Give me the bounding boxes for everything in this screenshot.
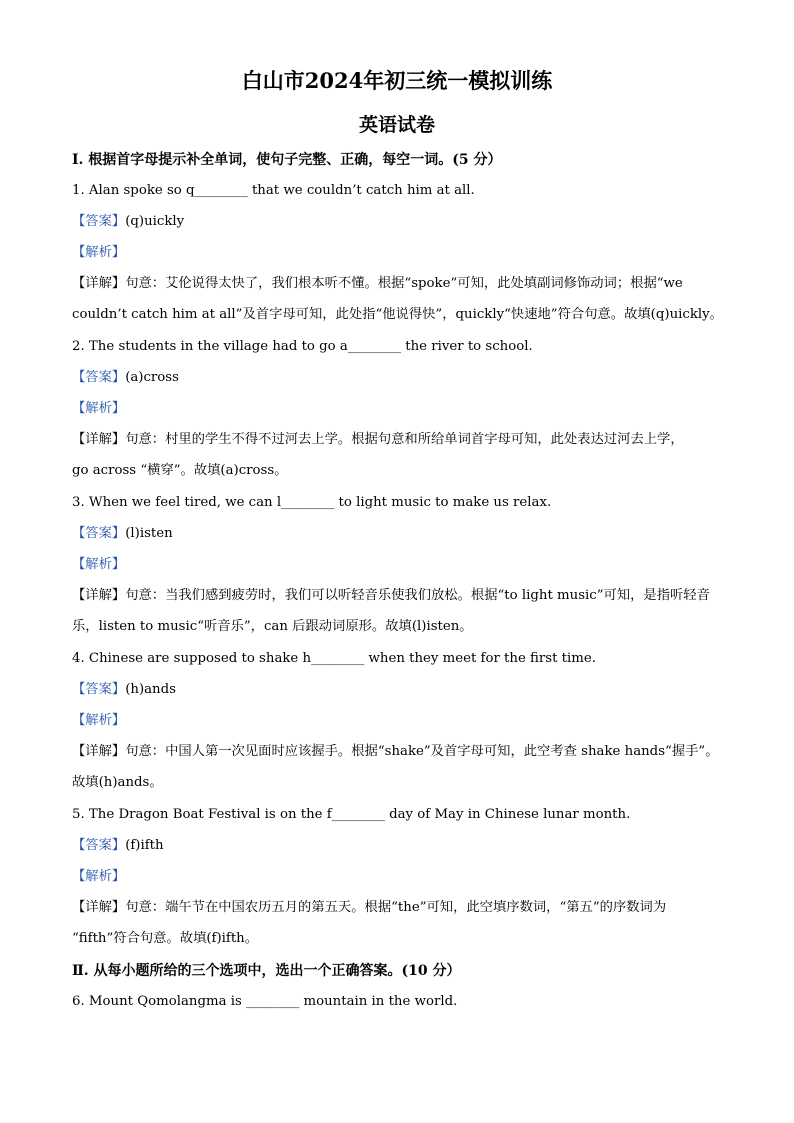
answer-5 [72,836,732,856]
detail-5-line-1 [72,898,732,918]
analysis-4: 【解析】 [72,713,126,728]
detail-4-line-1 [72,742,732,762]
answer-3 [72,524,732,544]
detail-text: 句意：端午节在中国农历五月的第五天。根据“the”可知，此空填序数词，“第五”的序数词为 [125,900,667,915]
question-6: 6. Mount Qomolangma is ________ mountain in the world. [72,994,458,1009]
detail-1-line-2: couldn’t catch him at all”及首字母可知，此处指“他说得快”，quickly“快速地”符合句意。故填(q)uickly。 [72,307,723,322]
detail-4-line-2: 故填(h)ands。 [72,775,163,790]
answer-2 [72,368,732,388]
detail-2-line-2: go across “横穿”。故填(a)cross。 [72,463,288,478]
detail-tag: 【详解】 [72,432,126,447]
detail-text: 句意：村里的学生不得不过河去上学。根据句意和所给单词首字母可知，此处表达过河去上学， [125,432,684,447]
analysis-3: 【解析】 [72,557,126,572]
question-2: 2. The students in the village had to go a________ the river to school. [72,339,533,354]
question-3: 3. When we feel tired, we can l________ to light music to make us relax. [72,495,552,510]
exam-subtitle: 英语试卷 [358,114,435,136]
answer-text: (q)uickly [125,214,185,229]
answer-text: (f)ifth [125,838,164,853]
detail-3-line-2: 乐，listen to music“听音乐”，can 后跟动词原形。故填(l)isten。 [72,619,473,634]
detail-tag: 【详解】 [72,744,126,759]
answer-tag: 【答案】 [72,214,126,229]
question-4: 4. Chinese are supposed to shake h________ when they meet for the first time. [72,651,596,666]
detail-tag: 【详解】 [72,276,126,291]
section-2-heading: Ⅱ. 从每小题所给的三个选项中，选出一个正确答案。(10 分） [72,963,461,979]
detail-text: 句意：艾伦说得太快了，我们根本听不懂。根据“spoke”可知，此处填副词修饰动词；根据“we [125,276,683,291]
answer-text: (a)cross [125,370,179,385]
detail-text: 句意：当我们感到疲劳时，我们可以听轻音乐使我们放松。根据“to light music”可知，是指听轻音 [125,588,710,603]
question-5: 5. The Dragon Boat Festival is on the f________ day of May in Chinese lunar month. [72,807,631,822]
detail-3-line-1 [72,586,732,606]
section-1-heading: I. 根据首字母提示补全单词，使句子完整、正确，每空一词。(5 分） [72,152,502,168]
answer-tag: 【答案】 [72,526,126,541]
analysis-5: 【解析】 [72,869,126,884]
answer-1 [72,212,732,232]
detail-1-line-1 [72,274,732,294]
detail-tag: 【详解】 [72,900,126,915]
detail-text: 句意：中国人第一次见面时应该握手。根据“shake”及首字母可知，此空考查 shake hands“握手”。 [125,744,719,759]
answer-tag: 【答案】 [72,838,126,853]
answer-4 [72,680,732,700]
detail-tag: 【详解】 [72,588,126,603]
exam-title: 白山市2024年初三统一模拟训练 [241,68,553,93]
answer-tag: 【答案】 [72,682,126,697]
analysis-2: 【解析】 [72,401,126,416]
answer-text: (h)ands [125,682,176,697]
answer-text: (l)isten [125,526,173,541]
detail-2-line-1 [72,430,732,450]
answer-tag: 【答案】 [72,370,126,385]
analysis-1: 【解析】 [72,245,126,260]
detail-5-line-2: “fifth”符合句意。故填(f)ifth。 [72,931,259,946]
question-1: 1. Alan spoke so q________ that we couldn’t catch him at all. [72,183,475,198]
